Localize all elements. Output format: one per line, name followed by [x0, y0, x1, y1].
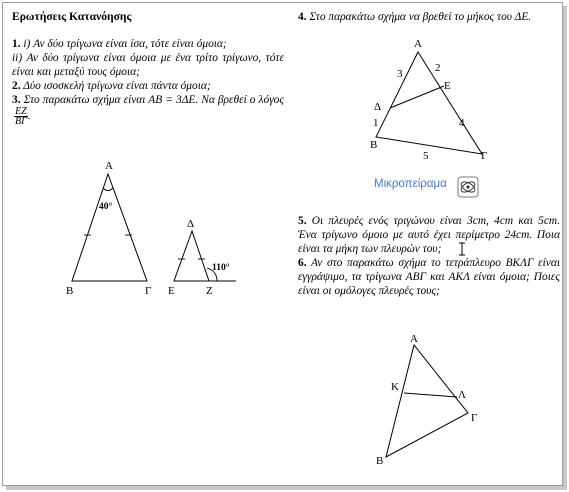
- label-d: Δ: [374, 101, 382, 113]
- q5-number: 5.: [298, 215, 307, 227]
- question-5: [298, 214, 560, 256]
- question-1: [12, 37, 284, 51]
- microexperiment-icon[interactable]: [457, 176, 479, 198]
- label-g: Γ: [471, 412, 478, 424]
- label-a: Α: [414, 38, 422, 50]
- q3-fraction: [14, 107, 28, 126]
- question-6: [298, 256, 560, 298]
- q1-part-i: i) Αν δύο τρίγωνα είναι ίσα, τότε είναι όμοια;: [20, 38, 227, 50]
- text-cursor-icon: [458, 242, 466, 256]
- label-e: Ε: [444, 80, 451, 92]
- label-a: Α: [410, 333, 418, 345]
- q1-number: 1.: [12, 38, 21, 50]
- label-length-bg: 5: [423, 150, 429, 162]
- left-column: [12, 10, 284, 126]
- label-z: Ζ: [206, 285, 213, 297]
- q3-fraction-numerator: ΕΖ: [15, 106, 27, 117]
- label-b: Β: [370, 139, 378, 151]
- question-4: [298, 10, 560, 24]
- label-g: Γ: [145, 285, 152, 297]
- triangle-abg: [376, 52, 482, 154]
- question-3: [12, 93, 284, 126]
- label-angle-40: 40°: [99, 202, 113, 212]
- segment-kl: [404, 393, 457, 397]
- label-a: Α: [105, 160, 113, 172]
- figure-q4: [360, 36, 510, 164]
- q2-number: 2.: [12, 80, 21, 92]
- label-d: Δ: [187, 218, 195, 230]
- figure-q6: [370, 330, 510, 470]
- frame-shadow-right: [563, 6, 567, 488]
- question-1-part-ii: ii) Αν δύο τρίγωνα είναι όμοια με ένα τρίτο τρίγωνο, τότε είναι και μεταξύ τους όμοια;: [12, 52, 284, 78]
- q3-number: 3.: [12, 94, 21, 106]
- triangle-abg: [386, 345, 468, 457]
- question-2: [12, 79, 284, 93]
- label-g: Γ: [481, 150, 488, 162]
- q2-text: Δύο ισοσκελή τρίγωνα είναι πάντα όμοια;: [20, 80, 211, 92]
- angle-a-arc: [103, 188, 113, 191]
- label-k: Κ: [391, 381, 399, 393]
- q3-fraction-denominator: ΒΓ: [15, 116, 27, 127]
- q3-end: .: [27, 110, 31, 123]
- segment-de: [390, 86, 444, 108]
- label-l: Λ: [458, 389, 466, 401]
- microexperiment-link[interactable]: Μικροπείραμα: [374, 178, 447, 190]
- q5-text: Οι πλευρές ενός τριγώνου είναι 3cm, 4cm και 5cm. Ένα τρίγωνο όμοιο με αυτό έχει περίμετρο 24cm. Ποια είναι τα μήκη των πλευρών του;: [298, 215, 560, 255]
- right-column-bottom: [298, 214, 560, 298]
- q4-number: 4.: [298, 11, 307, 23]
- label-length-db: 1: [373, 117, 379, 129]
- label-length-ae: 2: [435, 62, 441, 74]
- figure-q3: [55, 158, 255, 300]
- q6-number: 6.: [298, 257, 307, 269]
- frame-shadow-bottom: [6, 486, 567, 490]
- label-b: Β: [376, 455, 384, 467]
- label-angle-110: 110°: [212, 263, 230, 273]
- label-length-eg: 4: [459, 117, 465, 129]
- label-length-ad: 3: [397, 68, 403, 80]
- label-b: Β: [66, 285, 74, 297]
- worksheet-title: Ερωτήσεις Κατανόησης: [12, 10, 132, 23]
- right-column-top: [298, 10, 560, 24]
- q4-text: Στο παρακάτω σχήμα να βρεθεί το μήκος του ΔΕ.: [306, 11, 532, 23]
- triangle-dez: [174, 231, 209, 281]
- q3-text: Στο παρακάτω σχήμα είναι ΑΒ = 3ΔΕ. Να βρεθεί ο λόγος: [20, 94, 284, 106]
- label-e: Ε: [168, 285, 175, 297]
- q6-text: Αν στο παρακάτω σχήμα το τετράπλευρο ΒΚΛΓ είναι εγγράψιμο, τα τρίγωνα ΑΒΓ και ΑΚΛ είναι όμοια; Ποιες είναι οι ομόλογες πλευρές τους;: [298, 257, 560, 297]
